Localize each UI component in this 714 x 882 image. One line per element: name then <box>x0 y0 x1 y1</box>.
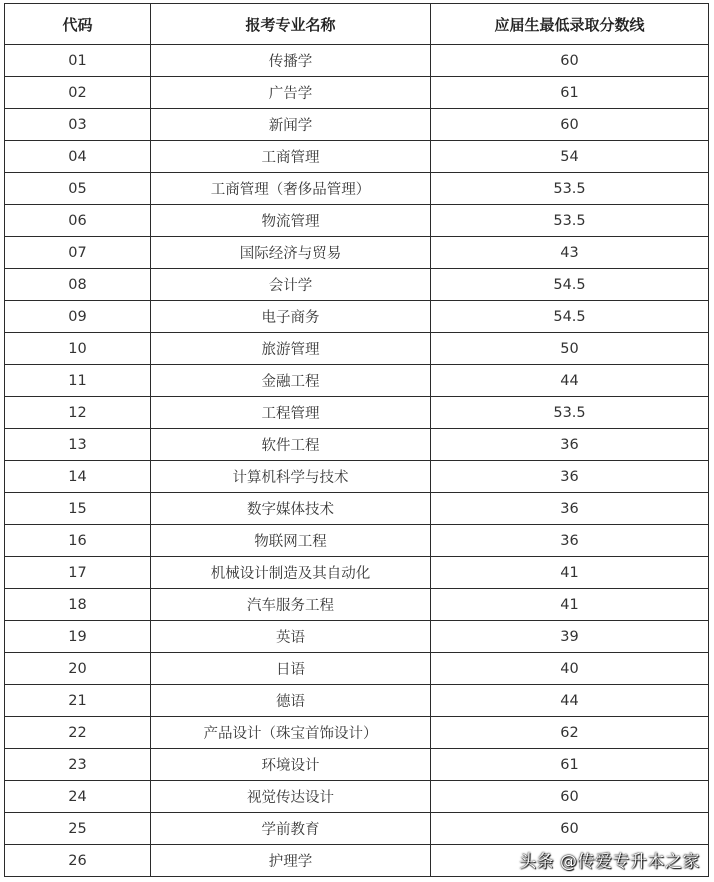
code-cell: 10 <box>5 333 151 365</box>
major-name-cell: 计算机科学与技术 <box>151 461 431 493</box>
table-row <box>5 141 709 173</box>
min-score-cell: 40 <box>431 653 709 685</box>
table-row <box>5 813 709 845</box>
min-score-cell: 43 <box>431 237 709 269</box>
code-cell: 22 <box>5 717 151 749</box>
min-score-cell: 53.5 <box>431 205 709 237</box>
min-score-cell: 41 <box>431 589 709 621</box>
table-row <box>5 781 709 813</box>
min-score-cell: 61 <box>431 77 709 109</box>
code-cell: 25 <box>5 813 151 845</box>
min-score-cell: 54.5 <box>431 269 709 301</box>
major-name-cell: 产品设计（珠宝首饰设计） <box>151 717 431 749</box>
code-cell: 23 <box>5 749 151 781</box>
major-name-cell: 国际经济与贸易 <box>151 237 431 269</box>
table-row <box>5 205 709 237</box>
major-name-cell: 工商管理（奢侈品管理） <box>151 173 431 205</box>
table-row <box>5 557 709 589</box>
major-name-cell: 电子商务 <box>151 301 431 333</box>
major-name-cell: 新闻学 <box>151 109 431 141</box>
major-name-cell: 数字媒体技术 <box>151 493 431 525</box>
major-name-cell: 护理学 <box>151 845 431 877</box>
table-row <box>5 653 709 685</box>
code-cell: 04 <box>5 141 151 173</box>
major-name-cell: 德语 <box>151 685 431 717</box>
major-name-cell: 英语 <box>151 621 431 653</box>
table-row <box>5 333 709 365</box>
min-score-cell: 44 <box>431 685 709 717</box>
major-name-cell: 物流管理 <box>151 205 431 237</box>
min-score-cell: 54 <box>431 141 709 173</box>
min-score-cell: 60 <box>431 813 709 845</box>
major-name-cell: 物联网工程 <box>151 525 431 557</box>
major-name-cell: 视觉传达设计 <box>151 781 431 813</box>
min-score-cell: 36 <box>431 493 709 525</box>
code-cell: 20 <box>5 653 151 685</box>
code-cell: 05 <box>5 173 151 205</box>
code-cell: 09 <box>5 301 151 333</box>
major-name-cell: 会计学 <box>151 269 431 301</box>
major-name-cell: 环境设计 <box>151 749 431 781</box>
min-score-cell: 36 <box>431 429 709 461</box>
code-cell: 08 <box>5 269 151 301</box>
major-name-cell: 软件工程 <box>151 429 431 461</box>
header-code: 代码 <box>5 4 151 45</box>
code-cell: 19 <box>5 621 151 653</box>
code-cell: 15 <box>5 493 151 525</box>
header-row <box>5 4 709 45</box>
min-score-cell: 53.5 <box>431 397 709 429</box>
code-cell: 06 <box>5 205 151 237</box>
major-name-cell: 旅游管理 <box>151 333 431 365</box>
table-row <box>5 77 709 109</box>
table-row <box>5 173 709 205</box>
major-name-cell: 机械设计制造及其自动化 <box>151 557 431 589</box>
min-score-cell: 61 <box>431 749 709 781</box>
table-row <box>5 621 709 653</box>
table-row <box>5 365 709 397</box>
table-row <box>5 397 709 429</box>
major-name-cell: 汽车服务工程 <box>151 589 431 621</box>
table-row <box>5 749 709 781</box>
table-row <box>5 237 709 269</box>
code-cell: 21 <box>5 685 151 717</box>
table-row <box>5 301 709 333</box>
watermark: 头条 @传爱专升本之家 <box>519 852 700 872</box>
code-cell: 24 <box>5 781 151 813</box>
table-body <box>5 45 709 877</box>
code-cell: 13 <box>5 429 151 461</box>
min-score-cell: 39 <box>431 621 709 653</box>
min-score-cell: 60 <box>431 109 709 141</box>
code-cell: 03 <box>5 109 151 141</box>
major-name-cell: 广告学 <box>151 77 431 109</box>
min-score-cell: 62 <box>431 717 709 749</box>
major-name-cell: 工程管理 <box>151 397 431 429</box>
code-cell: 11 <box>5 365 151 397</box>
table-row <box>5 429 709 461</box>
min-score-cell: 60 <box>431 781 709 813</box>
min-score-cell: 60 <box>431 45 709 77</box>
table-row <box>5 493 709 525</box>
min-score-cell: 54.5 <box>431 301 709 333</box>
major-name-cell: 学前教育 <box>151 813 431 845</box>
code-cell: 02 <box>5 77 151 109</box>
min-score-cell: 41 <box>431 557 709 589</box>
code-cell: 16 <box>5 525 151 557</box>
min-score-cell: 53.5 <box>431 173 709 205</box>
table-row <box>5 461 709 493</box>
code-cell: 14 <box>5 461 151 493</box>
major-name-cell: 传播学 <box>151 45 431 77</box>
header-major-name: 报考专业名称 <box>151 4 431 45</box>
table-row <box>5 685 709 717</box>
table-row <box>5 589 709 621</box>
code-cell: 26 <box>5 845 151 877</box>
code-cell: 18 <box>5 589 151 621</box>
min-score-cell: 36 <box>431 525 709 557</box>
min-score-cell: 44 <box>431 365 709 397</box>
min-score-cell: 50 <box>431 333 709 365</box>
code-cell: 12 <box>5 397 151 429</box>
major-name-cell: 日语 <box>151 653 431 685</box>
table-row <box>5 109 709 141</box>
table-row <box>5 525 709 557</box>
min-score-cell: 36 <box>431 461 709 493</box>
header-min-score: 应届生最低录取分数线 <box>431 4 709 45</box>
code-cell: 01 <box>5 45 151 77</box>
code-cell: 07 <box>5 237 151 269</box>
table-row <box>5 717 709 749</box>
major-name-cell: 工商管理 <box>151 141 431 173</box>
major-name-cell: 金融工程 <box>151 365 431 397</box>
table-row <box>5 269 709 301</box>
score-table <box>4 3 709 877</box>
table-row <box>5 45 709 77</box>
code-cell: 17 <box>5 557 151 589</box>
